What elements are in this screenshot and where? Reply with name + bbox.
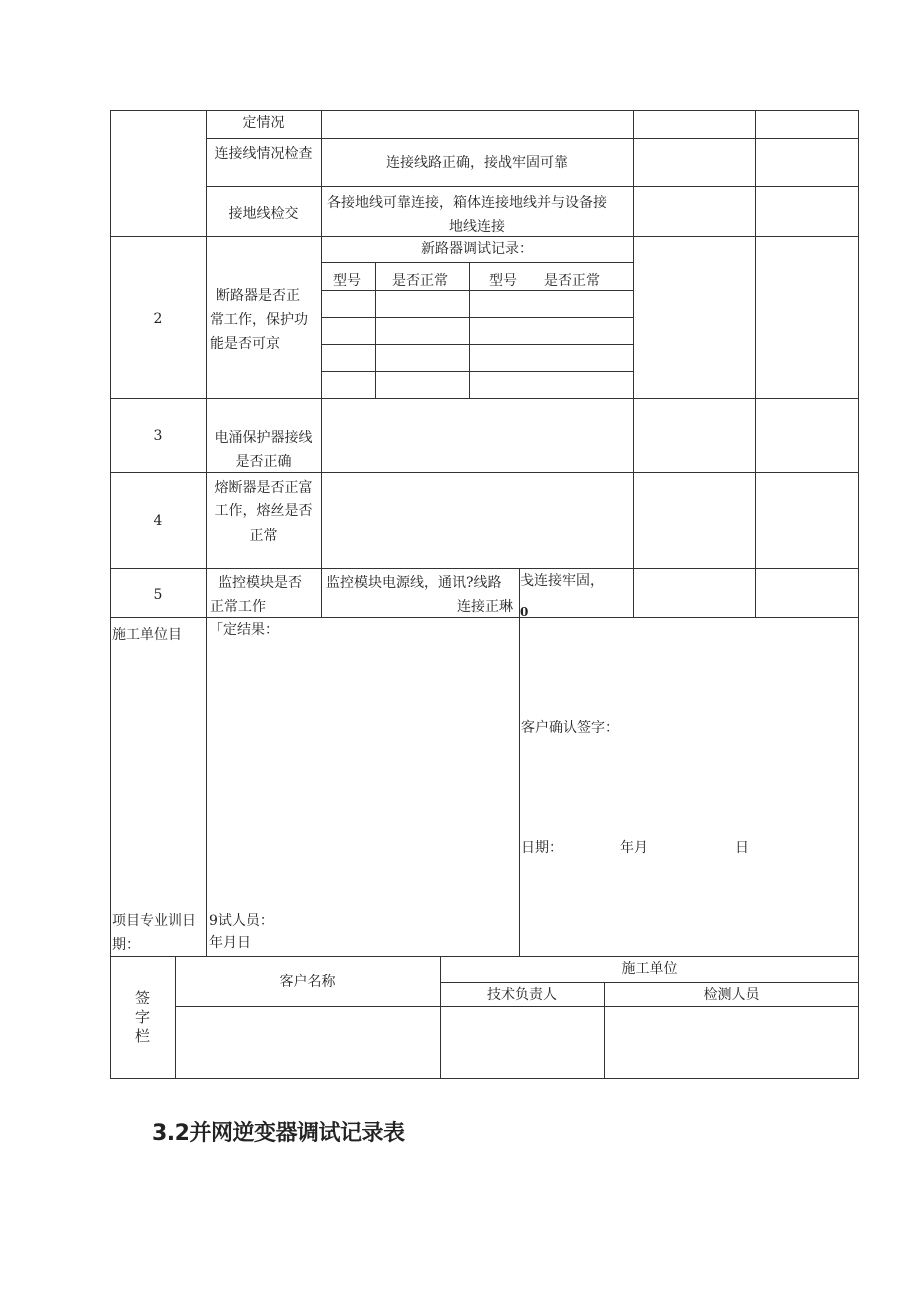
row-result-mark: 0 bbox=[520, 605, 529, 619]
tester-date: 年月日 bbox=[209, 935, 251, 951]
row-item-label: 定情况 bbox=[242, 115, 285, 131]
breaker-record-title: 新路器调试记录： bbox=[421, 241, 533, 257]
row-item-label: 工作，熔丝是否 bbox=[214, 503, 313, 519]
row-number: 3 bbox=[153, 428, 163, 444]
row-item-label: 常工作，保护功 bbox=[210, 312, 308, 328]
column-header: 型号 bbox=[333, 273, 361, 289]
row-item-label: 电涌保护器接线 bbox=[214, 430, 313, 446]
project-label: 项目专业训日 bbox=[112, 913, 196, 929]
row-result-text: 地线连接 bbox=[449, 219, 505, 235]
tech-lead-header: 技术负责人 bbox=[487, 987, 557, 1003]
row-result-text: 各接地线可靠连接，箱体连接地线并与设备接 bbox=[327, 195, 607, 211]
row-result-text: 监控模块电源线，通讯?线路 bbox=[326, 575, 502, 591]
inspector-header: 检测人员 bbox=[703, 987, 760, 1003]
date-label: 日期： bbox=[521, 840, 563, 856]
customer-sign-label: 客户确认签字： bbox=[521, 720, 619, 736]
column-header: 是否正常 bbox=[392, 273, 448, 289]
row-item-label: 正常 bbox=[249, 528, 278, 544]
row-item-label: 是否正确 bbox=[235, 454, 292, 470]
day-label: 日 bbox=[735, 840, 749, 856]
row-item-label: 熔断器是否正富 bbox=[214, 480, 313, 496]
row-number: 2 bbox=[153, 311, 163, 327]
row-item-label: 正常工作 bbox=[210, 599, 266, 615]
project-label: 期： bbox=[112, 937, 140, 953]
row-number: 5 bbox=[153, 587, 163, 603]
column-header: 型号 bbox=[489, 273, 517, 289]
unit-label: 施工单位目 bbox=[112, 627, 182, 643]
row-result-text: 连接正琳 bbox=[457, 599, 513, 615]
row-item-label: 连接线情况检查 bbox=[214, 146, 313, 162]
customer-name-header: 客户名称 bbox=[279, 974, 336, 990]
row-item-label: 断路器是否正 bbox=[216, 288, 300, 304]
column-header: 是否正常 bbox=[544, 273, 600, 289]
construction-unit-header: 施工单位 bbox=[621, 961, 678, 977]
row-number: 4 bbox=[153, 513, 163, 529]
signature-side-label: 签 bbox=[134, 989, 150, 1007]
tester-label: 9试人员： bbox=[209, 913, 274, 929]
signature-side-label: 栏 bbox=[134, 1027, 150, 1045]
row-item-label: 能是否可京 bbox=[210, 336, 280, 352]
result-label: 「定结果： bbox=[209, 622, 279, 638]
row-result-text: 连接线路正确，接战牢固可靠 bbox=[386, 155, 568, 171]
row-item-label: 接地线检交 bbox=[228, 206, 299, 222]
signature-side-label: 字 bbox=[134, 1008, 150, 1026]
row-result-text: 戋连接牢固， bbox=[520, 573, 604, 589]
row-item-label: 监控模块是否 bbox=[218, 575, 302, 591]
section-heading: 3.2并网逆变器调试记录表 bbox=[152, 1121, 405, 1146]
year-month-label: 年月 bbox=[620, 840, 648, 856]
